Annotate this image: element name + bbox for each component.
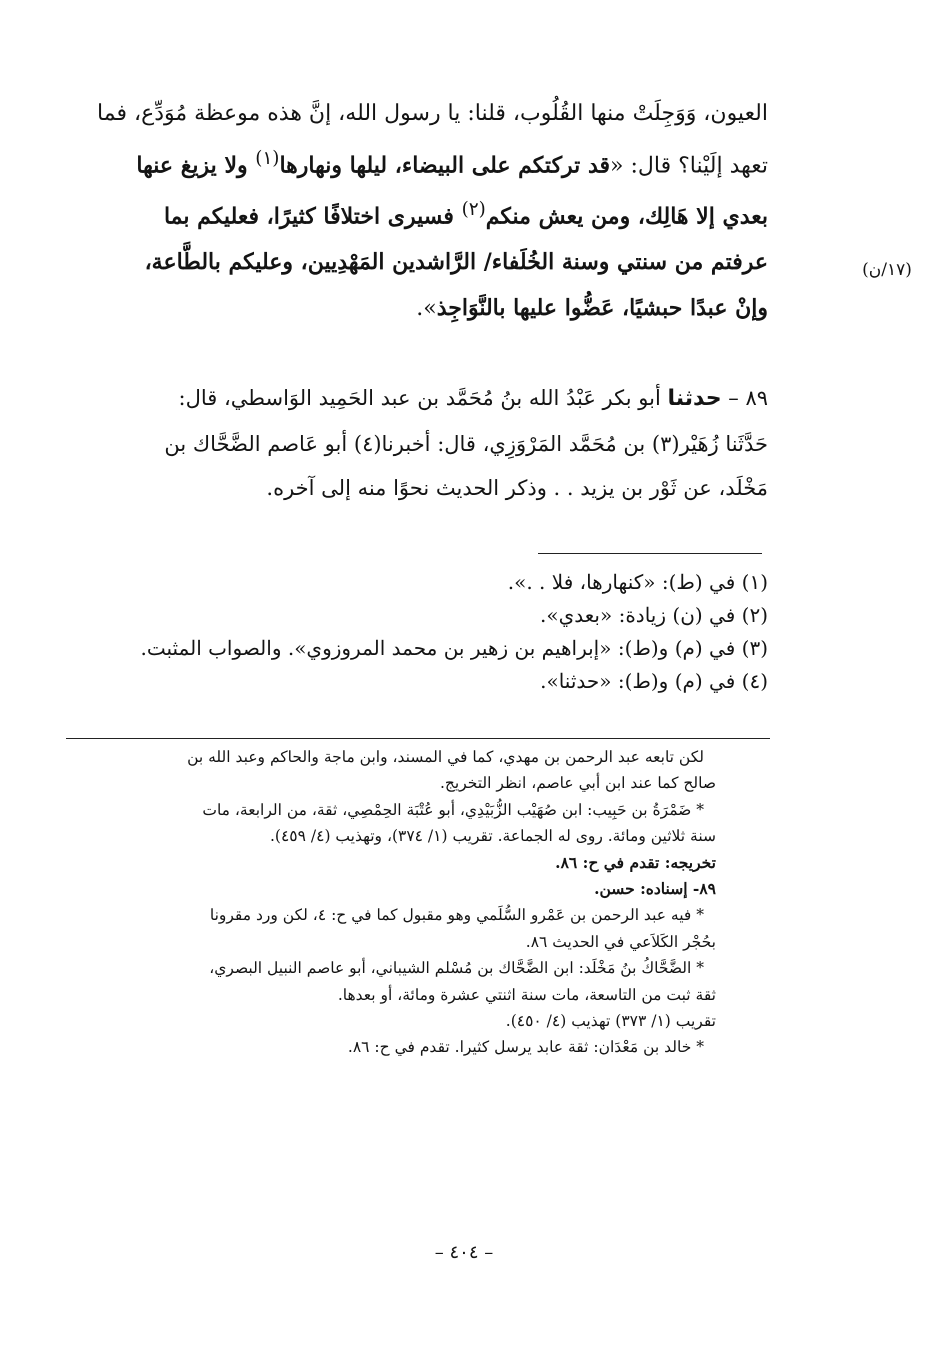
page-number: – ٤٠٤ – xyxy=(434,1242,494,1263)
hadith-main-text xyxy=(68,92,768,331)
commentary-line: ثقة ثبت من التاسعة، مات سنة اثنتي عشرة ومائة، أو بعدها. xyxy=(337,985,716,1004)
hadith-89 xyxy=(68,376,768,511)
hadith-89-line: ٨٩ – حدثنا أبو بكر عَبْدُ الله بنُ مُحَمَّد بن عبد الحَمِيد الوَاسطي، قال: xyxy=(178,386,768,411)
main-text-line: العيون، وَوَجِلَتْ منها القُلُوب، قلنا: يا رسول الله، إنَّ هذه موعظة مُوَدِّع، فما xyxy=(97,101,768,126)
main-text-line: بعدي إلا هَالِك، ومن يعش منكم$^{(٢)}$ فسيرى اختلافًا كثيرًا، فعليكم بما xyxy=(163,199,768,230)
commentary-line: سنة ثلاثين ومائة. روى له الجماعة. تقريب (١/ ٣٧٤)، وتهذيب (٤/ ٤٥٩). xyxy=(269,827,716,846)
hadith-89-line: حَدَّثَنا زُهَيْر(٣) بن مُحَمَّد المَرْوَزِي، قال: أخبرنا(٤) أبو عَاصم الضَّحَّاك بن xyxy=(164,431,768,456)
commentary-line: بحُجْر الكَلاَعي في الحديث ٨٦. xyxy=(525,932,716,951)
commentary-line: * ضَمْرَةُ بن حَبِيب: ابن صُهَيْب الزُّبَيْدِي، أبو عُتْبَة الحِمْصِي، ثقة، من الرابعة، مات xyxy=(202,800,704,819)
footnotes-list xyxy=(88,566,768,698)
main-text-line: تعهد إلَيْنا؟ قال: «قد تركتكم على البيضاء، ليلها ونهارها$^{(١)}$ ولا يزيغ عنها xyxy=(136,147,768,178)
main-text-line: وإنْ عبدًا حبشيًا، عَضُّوا عليها بالنَّوَاجِذ». xyxy=(416,294,768,321)
commentary-line: لكن تابعه عبد الرحمن بن مهدي، كما في المسند، وابن ماجة والحاكم وعبد الله بن xyxy=(187,748,704,766)
commentary-line: ٨٩- إسناده: حسن. xyxy=(594,879,716,899)
footnote: (١) في (ط): «كنهارها، فلا . .». xyxy=(507,570,768,594)
commentary-divider xyxy=(66,738,770,739)
editor-commentary xyxy=(66,744,716,1061)
footnote: (٤) في (م) و(ط): «حدثنا». xyxy=(540,669,768,693)
main-text-line: عرفتم من سنتي وسنة الخُلَفاء/ الرَّاشدين المَهْدِيين، وعليكم بالطَّاعة، xyxy=(144,249,768,276)
haddathana-word: حدثنا xyxy=(667,386,722,411)
footnote: (٢) في (ن) زيادة: «بعدي». xyxy=(540,603,768,627)
footnote-ref: (٢) xyxy=(461,199,486,221)
commentary-line: * الضَّحَّاكُ بنُ مَخْلَد: ابن الضَّحَّاك بن مُسْلم الشيباني، أبو عاصم النبيل البصري، xyxy=(209,959,704,978)
footnote: (٣) في (م) و(ط): «إبراهيم بن زهير بن محمد المروزوي». والصواب المثبت. xyxy=(140,636,768,660)
hadith-89-line: مَخْلَد، عن ثَوْر بن يزيد . . وذكر الحديث نحوًا منه إلى آخره. xyxy=(266,476,768,500)
commentary-line: تخريجه: تقدم في ح: ٨٦. xyxy=(555,852,716,872)
hadith-number: ٨٩ – xyxy=(728,386,768,410)
manuscript-folio-ref: (١٧/ن) xyxy=(862,260,912,280)
footnote-divider xyxy=(538,553,762,554)
commentary-line: تقريب (١/ ٣٧٣) تهذيب (٤/ ٤٥٠). xyxy=(505,1012,716,1031)
commentary-line: * خالد بن مَعْدَان: ثقة عابد يرسل كثيرا. تقدم في ح: ٨٦. xyxy=(347,1038,704,1057)
commentary-line: * فيه عبد الرحمن بن عَمْرو السُّلَمي وهو مقبول كما في ح: ٤، لكن ورد مقرونا xyxy=(209,906,704,925)
commentary-line: صالح كما عند ابن أبي عاصم، انظر التخريج. xyxy=(439,774,716,793)
footnote-ref: (١) xyxy=(255,147,280,169)
